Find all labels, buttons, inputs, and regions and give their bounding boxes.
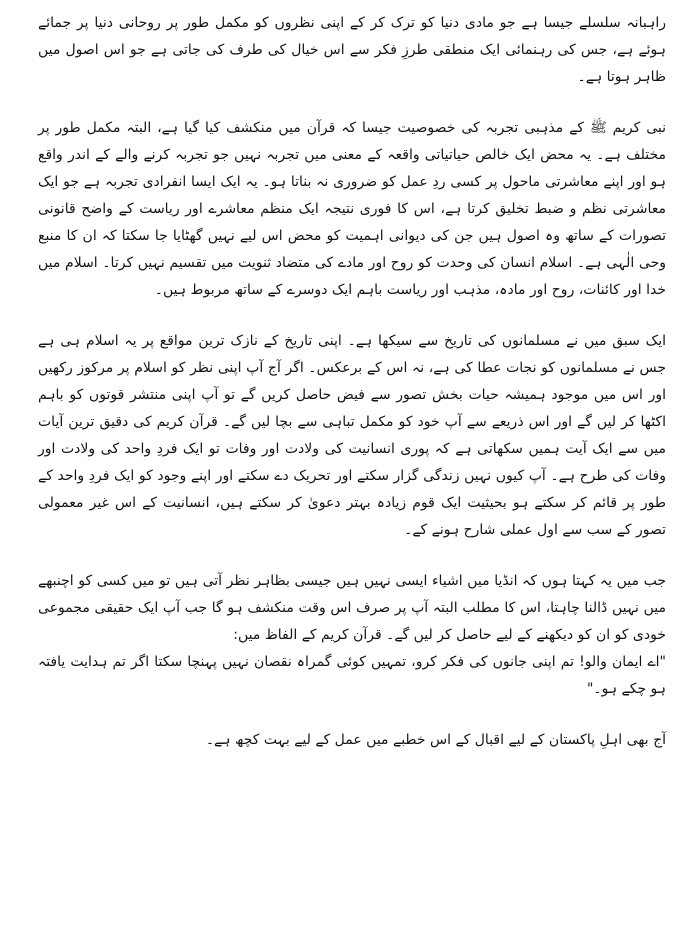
paragraph-3: ایک سبق میں نے مسلمانوں کی تاریخ سے سیکھا ہے۔ اپنی تاریخ کے نازک ترین مواقع پر یہ اسلام ہی ہے جس نے مسلمانوں کو نجات عطا کی ہے، نہ اس کے برعکس۔ اگر آج آپ اپنی نظر کو اسلام پر مرکوز رکھیں اور اس میں موجود ہمیشہ حیات بخش تصور سے فیض حاصل کریں گے تو آپ اپنی منتشر قوتوں کو باہم اکٹھا کر لیں گے اور اس ذریعے سے آپ خود کو مکمل تباہی سے بچا لیں گے۔ قرآن کریم کی دقیق ترین آیات میں سے ایک آیت ہمیں سکھاتی ہے کہ پوری انسانیت کی ولادت اور وفات تو ایک فردِ واحد کی ولادت اور وفات کی طرح ہے۔ آپ کیوں نہیں زندگی گزار سکتے اور تحریک دے سکتے اور اپنے وجود کو ایک فردِ واحد کے طور پر قائم کر سکتے ہو بحیثیت ایک قوم زیادہ بہتر دعویٰ کر سکتے ہیں، انسانیت کے اس غیر معمولی تصور کے سب سے اول عملی شارح ہونے کے۔: [38, 333, 666, 538]
closing-line: آج بھی اہلِ پاکستان کے لیے اقبال کے اس خطبے میں عمل کے لیے بہت کچھ ہے۔: [205, 732, 666, 748]
paragraph-4: جب میں یہ کہتا ہوں کہ انڈیا میں اشیاء ایسی نہیں ہیں جیسی بظاہر نظر آتی ہیں تو میں کسی کو اچنبھے میں نہیں ڈالنا چاہتا، اس کا مطلب البتہ آپ پر صرف اس وقت منکشف ہو گا جب آپ ایک حقیقی مجموعی خودی کو ان کو دیکھنے کے لیے حاصل کر لیں گے۔ قرآن کریم کے الفاظ میں:: [38, 573, 666, 643]
paragraph-2: نبی کریم ﷺ کے مذہبی تجربہ کی خصوصیت جیسا کہ قرآن میں منکشف کیا گیا ہے، البتہ مکمل طور پر مختلف ہے۔ یہ محض ایک خالص حیاتیاتی واقعہ کے معنی میں تجربہ نہیں جو تجربہ کرنے والے کے اندر واقع ہو اور اپنے معاشرتی ماحول پر کسی ردِ عمل کو ضروری نہ بناتا ہو۔ یہ ایک ایسا انفرادی تجربہ ہے جو ایک معاشرتی نظم و ضبط تخلیق کرتا ہے، اس کا فوری نتیجہ ایک منظم معاشرے اور ریاست کے واضح قانونی تصورات کے ساتھ وہ اصول ہیں جن کی دیوانی اہمیت کو محض اس لیے نہیں گھٹایا جا سکتا کہ ان کا منبع وحی الٰہی ہے۔ اسلام انسان کی وحدت کو روح اور مادے کی متضاد ثنویت میں تقسیم نہیں کرتا۔ اسلام میں خدا اور کائنات، روح اور مادہ، مذہب اور ریاست باہم ایک دوسرے کے ساتھ مربوط ہیں۔: [38, 120, 666, 298]
quran-quote: "اے ایمان والو! تم اپنی جانوں کی فکر کرو، تمہیں کوئی گمراہ نقصان نہیں پہنچا سکتا اگر تم ہدایت یافتہ ہو چکے ہو۔": [38, 654, 666, 697]
paragraph-1: راہبانہ سلسلے جیسا ہے جو مادی دنیا کو ترک کر کے اپنی نظروں کو مکمل طور پر روحانی دنیا پر جمائے ہوئے ہے، جس کی رہنمائی ایک منطقی طرزِ فکر سے اس خیال کی طرف کی جاتی ہے جو اس اصول میں ظاہر ہوتا ہے۔: [38, 15, 666, 85]
document-page: [38, 10, 666, 940]
